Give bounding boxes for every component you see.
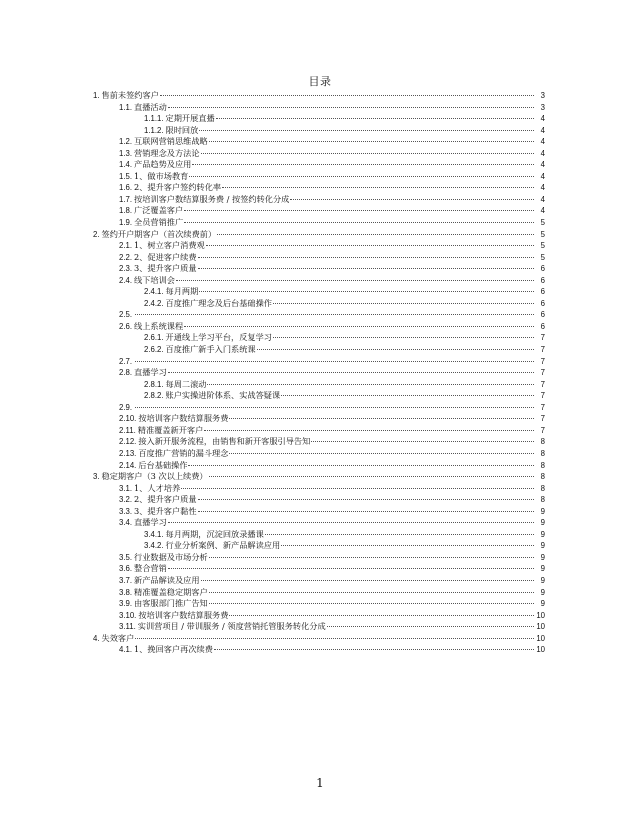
toc-entry-number: 3.5. [119,552,133,562]
toc-entry-number: 2.14. [119,460,137,470]
dot-leader [199,291,534,292]
toc-entry-page: 8 [540,460,545,470]
toc-entry-page: 4 [540,160,545,170]
toc-entry[interactable] [93,90,545,102]
toc-entry-title: 2、促进客户续费 [134,251,197,262]
toc-entry-page: 6 [540,310,545,320]
toc-entry-page: 9 [540,552,545,562]
toc-entry-number: 2.2. [119,252,133,262]
toc-entry-title: 新产品解读及应用 [134,574,200,585]
dot-leader [198,268,534,269]
dot-leader [229,453,534,454]
toc-entry[interactable] [93,425,545,437]
toc-entry-page: 4 [540,137,545,147]
toc-entry-title: 每月两期，沉淀回放录播课 [165,528,264,539]
toc-entry-page: 8 [540,483,545,493]
dot-leader [209,603,534,604]
page-title: 目录 [308,75,332,88]
toc-entry[interactable] [93,598,545,610]
dot-leader [209,141,534,142]
toc-entry[interactable] [93,159,545,171]
toc-entry-title: 直播学习 [134,367,167,378]
toc-entry-number: 3.1. [119,483,133,493]
toc-entry-number: 3. [93,472,100,482]
toc-entry-page: 3 [540,102,545,112]
dot-leader [184,326,534,327]
toc-entry-number: 2.7. [119,356,133,366]
toc-entry[interactable] [93,529,545,541]
toc-entry-number: 2.9. [119,402,133,412]
toc-entry-title: 1、树立客户消费观 [134,240,205,251]
toc-entry-number: 3.4.2. [144,541,164,551]
dot-leader [135,314,534,315]
toc-entry-number: 3.9. [119,599,133,609]
toc-entry-number: 3.3. [119,506,133,516]
toc-entry-number: 3.4. [119,518,133,528]
toc-entry[interactable] [93,448,545,460]
toc-entry-number: 2.13. [119,448,137,458]
dot-leader [273,303,534,304]
toc-entry-title: 百度推广新手入门系统课 [165,344,256,355]
dot-leader [327,626,534,627]
toc-entry[interactable] [93,102,545,114]
dot-leader [265,534,534,535]
toc-entry-title: 实训营项目 / 带训服务 / 领度营销托管服务转化分成 [137,621,326,632]
dot-leader [217,234,534,235]
toc-entry-page: 10 [536,633,545,643]
toc-entry-page: 8 [540,437,545,447]
toc-entry[interactable] [93,263,545,275]
toc-entry-number: 4.1. [119,645,133,655]
toc-entry-number: 2.8.1. [144,379,164,389]
toc-entry-number: 3.8. [119,587,133,597]
toc-entry-page: 5 [540,218,545,228]
toc-entry-page: 7 [540,414,545,424]
toc-entry-title: 精准覆盖新开客户 [137,424,204,435]
toc-entry[interactable] [93,413,545,425]
toc-entry-page: 4 [540,125,545,135]
dot-leader [281,545,534,546]
toc-entry-page: 7 [540,356,545,366]
toc-entry-number: 2.4.1. [144,287,164,297]
toc-entry-number: 1.8. [119,206,133,216]
toc-entry-page: 7 [540,379,545,389]
dot-leader [209,557,534,558]
dot-leader [201,153,534,154]
toc-entry-title: 行业分析案例、新产品解读应用 [165,540,281,551]
toc-entry-title: 由客服部门推广告知 [134,598,208,609]
toc-entry-page: 4 [540,206,545,216]
toc-entry-page: 6 [540,275,545,285]
toc-entry-number: 2.6.2. [144,345,164,355]
dot-leader [160,95,534,96]
toc-entry-title: 2、提升客户质量 [134,494,197,505]
toc-entry-number: 3.11. [119,622,136,632]
dot-leader [184,210,534,211]
toc-entry-page: 10 [536,622,545,632]
toc-entry-number: 2.4. [119,275,133,285]
toc-entry-number: 2.3. [119,264,133,274]
toc-entry-title: 百度推广营销的漏斗理念 [138,447,229,458]
toc-entry[interactable] [93,275,545,287]
toc-entry-page: 10 [536,645,545,655]
toc-entry-title: 定期开展直播 [165,113,215,124]
toc-entry[interactable] [93,506,545,518]
toc-entry-title: 后台基础操作 [138,459,188,470]
toc-entry-page: 8 [540,495,545,505]
toc-entry[interactable] [93,471,545,483]
dot-leader [216,118,534,119]
toc-entry-page: 9 [540,587,545,597]
toc-entry-title: 直播活动 [134,101,167,112]
toc-entry-number: 3.2. [119,495,133,505]
toc-entry[interactable] [93,483,545,495]
toc-entry-number: 2.8. [119,368,133,378]
toc-entry-title: 限时回放 [165,124,199,135]
dot-leader [204,430,534,431]
toc-entry-page: 8 [540,472,545,482]
toc-entry-title: 每周二滚动 [165,378,207,389]
toc-entry[interactable] [93,517,545,529]
dot-leader [188,465,534,466]
dot-leader [273,337,534,338]
toc-entry-number: 1. [93,91,100,100]
toc-entry[interactable] [93,563,545,575]
toc-entry-title: 精准覆盖稳定期客户 [134,586,208,597]
toc-entry-number: 1.9. [119,218,133,228]
dot-leader [201,580,534,581]
toc-entry-number: 3.10. [119,610,137,620]
toc-entry-title: 3、提升客户质量 [134,263,197,274]
dot-leader [189,176,534,177]
toc-entry[interactable] [93,148,545,160]
dot-leader [229,615,534,616]
toc-entry-title: 营销理念及方法论 [134,147,200,158]
toc-entry[interactable] [93,610,545,622]
toc-entry-title: 1、挽回客户再次续费 [134,644,213,655]
toc-entry-title: 线上系统课程 [134,320,184,331]
toc-entry-page: 6 [540,298,545,308]
toc-entry[interactable] [93,344,545,356]
toc-entry-page: 8 [540,448,545,458]
toc-entry-page: 4 [540,194,545,204]
dot-leader [198,499,534,500]
toc-entry-page: 6 [540,321,545,331]
toc-entry-title: 2、提升客户签约转化率 [134,182,222,193]
toc-entry-page: 7 [540,368,545,378]
toc-entry[interactable] [93,332,545,344]
toc-entry-page: 7 [540,333,545,343]
toc-entry-number: 3.4.1. [144,529,164,539]
dot-leader [206,245,534,246]
toc-entry-page: 4 [540,171,545,181]
toc-entry-number: 1.3. [119,148,133,158]
toc-entry-page: 9 [540,575,545,585]
toc-entry-page: 6 [540,287,545,297]
toc-entry-page: 4 [540,183,545,193]
toc-entry-page: 5 [540,229,545,239]
toc-entry-title: 每月两期 [165,286,199,297]
toc-entry-page: 4 [540,148,545,158]
toc-entry-title: 按培训客户数结算服务费 / 按签约转化分成 [134,193,290,204]
toc-entry[interactable] [93,390,545,402]
dot-leader [290,199,534,200]
toc-entry-title: 广泛覆盖客户 [134,205,184,216]
toc-entry-number: 2. [93,229,100,239]
toc-entry-title: 3、提升客户黏性 [134,505,197,516]
dot-leader [135,407,534,408]
toc-entry-title: 1、人才培养 [134,482,181,493]
dot-leader [198,257,534,258]
toc-entry-page: 4 [540,114,545,124]
toc-entry[interactable] [93,621,545,633]
toc-entry-title: 百度推广理念及后台基础操作 [165,297,272,308]
toc-entry-number: 1.2. [119,137,133,147]
toc-entry-page: 7 [540,425,545,435]
toc-entry-title: 行业数据及市场分析 [134,551,208,562]
dot-leader [176,280,534,281]
toc-entry-title: 直播学习 [134,517,167,528]
dot-leader [168,522,534,523]
toc-entry[interactable] [93,125,545,137]
dot-leader [135,638,534,639]
toc-entry-page: 7 [540,391,545,401]
dot-leader [181,488,534,489]
toc-entry-number: 1.6. [119,183,133,193]
toc-entry-number: 2.6.1. [144,333,164,343]
toc-entry[interactable] [93,460,545,472]
toc-entry-number: 2.12. [119,437,137,447]
toc-entry-number: 4. [93,633,100,643]
toc-entry-number: 2.6. [119,321,133,331]
toc-entry-number: 2.10. [119,414,137,424]
toc-entry[interactable] [93,182,545,194]
toc-entry[interactable] [93,494,545,506]
toc-entry-title: 按培训客户数结算服务费 [138,609,229,620]
toc-entry-page: 7 [540,345,545,355]
dot-leader [199,130,534,131]
toc-entry[interactable] [93,217,545,229]
dot-leader [222,187,534,188]
dot-leader [311,441,534,442]
toc-entry[interactable] [93,587,545,599]
toc-entry-number: 2.1. [119,241,133,251]
toc-entry-number: 1.1.2. [144,125,164,135]
toc-entry[interactable] [93,286,545,298]
toc-entry[interactable] [93,113,545,125]
toc-entry-number: 2.4.2. [144,298,164,308]
toc-entry[interactable] [93,136,545,148]
toc-entry-number: 1.1. [119,102,133,112]
toc-entry[interactable] [93,575,545,587]
toc-entry-number: 2.8.2. [144,391,164,401]
page-number: 1 [316,776,324,790]
toc-entry[interactable] [93,205,545,217]
toc-entry-page: 3 [540,91,545,100]
toc-entry[interactable] [93,644,545,656]
toc-entry-title: 接入新开服务流程，由销售和新开客服引导告知 [138,436,311,447]
toc-entry[interactable] [93,633,545,645]
toc-entry-title: 售前未签约客户 [101,90,159,100]
toc-entry[interactable] [93,309,545,321]
toc-entry-number: 1.4. [119,160,133,170]
toc-entry[interactable] [93,436,545,448]
dot-leader [184,222,534,223]
toc-entry[interactable] [93,229,545,241]
toc-entry[interactable] [93,321,545,333]
toc-entry-title: 互联网营销思维战略 [134,136,208,147]
dot-leader [209,476,534,477]
toc-entry-page: 6 [540,264,545,274]
toc-entry[interactable] [93,298,545,310]
dot-leader [198,511,534,512]
toc-entry-number: 2.11. [119,425,136,435]
dot-leader [257,349,534,350]
toc-entry-title: 开通线上学习平台，反复学习 [165,332,272,343]
toc-entry-title: 签约开户期客户（首次续费前） [101,228,217,239]
dot-leader [168,107,534,108]
toc-entry[interactable] [93,367,545,379]
toc-entry-title: 产品趋势及应用 [134,159,192,170]
toc-entry-title: 整合营销 [134,563,167,574]
toc-entry-number: 3.6. [119,564,133,574]
toc-entry[interactable] [93,171,545,183]
toc-entry-title: 账户实操进阶体系、实战答疑课 [165,390,281,401]
toc-entry[interactable] [93,402,545,414]
toc-entry-page: 10 [536,610,545,620]
toc-entry-page: 7 [540,402,545,412]
toc-entry-title: 全员营销推广 [134,217,184,228]
dot-leader [168,568,534,569]
toc-entry-page: 9 [540,599,545,609]
toc-entry-page: 9 [540,564,545,574]
toc-entry-number: 3.7. [119,575,133,585]
toc-entry-title: 1、做市场教育 [134,170,189,181]
dot-leader [214,649,534,650]
dot-leader [168,372,534,373]
toc-entry-page: 9 [540,506,545,516]
table-of-contents [93,90,545,656]
dot-leader [209,592,534,593]
toc-entry[interactable] [93,240,545,252]
toc-entry[interactable] [93,540,545,552]
toc-entry-number: 1.7. [119,194,133,204]
toc-entry-title: 失效客户 [101,632,135,643]
dot-leader [135,361,534,362]
toc-entry-page: 5 [540,241,545,251]
dot-leader [229,418,534,419]
toc-entry[interactable] [93,252,545,264]
toc-entry-number: 2.5. [119,310,133,320]
toc-entry-title: 稳定期客户（3 次以上续费） [101,471,208,482]
dot-leader [207,384,534,385]
dot-leader [281,395,534,396]
toc-entry-title: 按培训客户数结算服务费 [138,413,229,424]
toc-entry[interactable] [93,194,545,206]
toc-entry-title: 线下培训会 [134,274,175,285]
dot-leader [192,164,534,165]
toc-entry-page: 5 [540,252,545,262]
toc-entry-page: 9 [540,518,545,528]
toc-entry-number: 1.5. [119,171,133,181]
toc-entry[interactable] [93,552,545,564]
toc-entry-page: 9 [540,529,545,539]
toc-entry[interactable] [93,379,545,391]
toc-entry[interactable] [93,356,545,368]
toc-entry-page: 9 [540,541,545,551]
toc-entry-number: 1.1.1. [144,114,164,124]
